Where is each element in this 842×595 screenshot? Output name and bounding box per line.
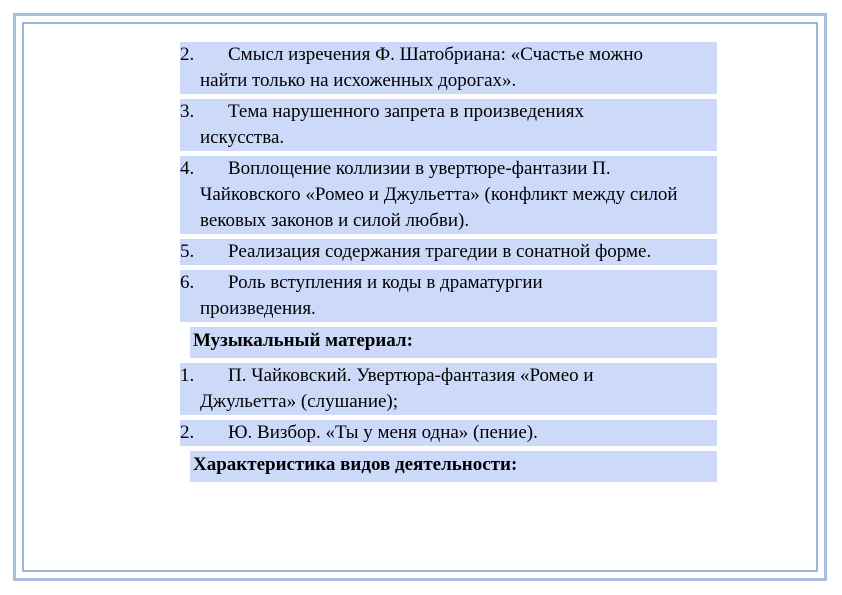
list-item-number: 3. (180, 101, 195, 122)
list-item-text: Ю. Визбор. «Ты у меня одна» (пение). (228, 422, 538, 443)
list-item-number: 2. (180, 422, 195, 443)
list-item (180, 99, 717, 151)
list-item (180, 363, 717, 415)
section-heading-activities: Характеристика видов деятельности: (190, 451, 717, 482)
list-item-number: 2. (180, 44, 195, 65)
list-item-number: 4. (180, 158, 195, 179)
list-item (180, 239, 717, 265)
list-item-text: Роль вступления и коды в драматургии произведения. (200, 272, 543, 319)
slide-content (180, 42, 720, 482)
list-item-text: Реализация содержания трагедии в сонатной форме. (228, 241, 652, 262)
list-item (180, 420, 717, 446)
list-item-text: Смысл изречения Ф. Шатобриана: «Счастье можно найти только на исхоженных дорогах». (200, 44, 643, 91)
list-item-number: 5. (180, 241, 195, 262)
list-item-text: Воплощение коллизии в увертюре-фантазии П. Чайковского «Ромео и Джульетта» (конфликт между силой вековых законов и силой любви). (200, 158, 678, 231)
list-item-number: 1. (180, 365, 195, 386)
list-item (180, 270, 717, 322)
list-item (180, 156, 717, 234)
list-item-number: 6. (180, 272, 195, 293)
list-item-text: П. Чайковский. Увертюра-фантазия «Ромео и Джульетта» (слушание); (200, 365, 594, 412)
list-item-text: Тема нарушенного запрета в произведениях искусства. (200, 101, 584, 148)
list-item (180, 42, 717, 94)
section-heading-music: Музыкальный материал: (190, 327, 717, 358)
